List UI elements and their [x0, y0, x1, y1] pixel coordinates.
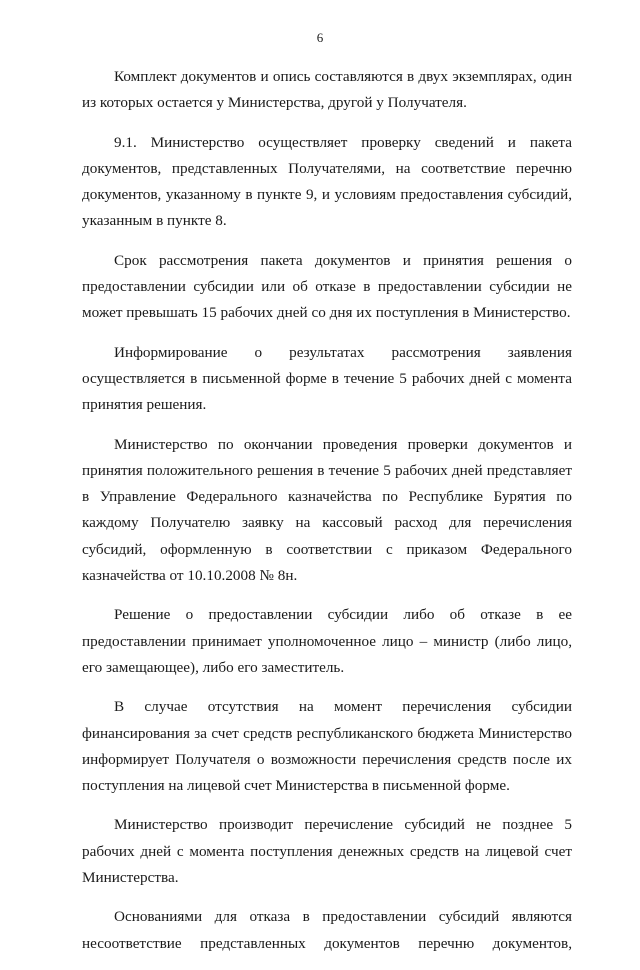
page-number: 6 — [316, 30, 324, 45]
paragraph-copies: Комплект документов и опись составляются в двух экземплярах, один из которых остается у Министерства, другой у Получателя. — [82, 68, 572, 112]
document-body — [82, 64, 572, 970]
paragraph-notification: Информирование о результатах рассмотрения заявления осуществляется в письменной форме в течение 5 рабочих дней с момента принятия решения. — [82, 343, 572, 414]
paragraph-review-period: Срок рассмотрения пакета документов и принятия решения о предоставлении субсидии или об отказе в предоставлении субсидии не может превышать 15 рабочих дней со дня их поступления в Министерство. — [82, 251, 572, 322]
paragraph-refusal-grounds: Основаниями для отказа в предоставлении субсидий являются несоответствие представленных документов перечню документов, — [82, 908, 572, 952]
paragraph-decision-authority: Решение о предоставлении субсидии либо об отказе в ее предоставлении принимает уполномоченное лицо – министр (либо лицо, его замещающее), либо его заместитель. — [82, 606, 572, 676]
paragraph-treasury-request: Министерство по окончании проведения проверки документов и принятия положительного решения в течение 5 рабочих дней представляет в Управление Федерального казначейства по Республике Бурятия по каждому Получателю заявку на кассовый расход для перечисления субсидий, оформленную в соответствии с приказом Федерального казначейства от 10.10.2008 № 8н. — [82, 435, 572, 585]
paragraph-funding-absence: В случае отсутствия на момент перечисления субсидии финансирования за счет средств республиканского бюджета Министерство информирует Получателя о возможности перечисления средств после их поступления на лицевой счет Министерства в письменной форме. — [82, 698, 572, 795]
paragraph-transfer-deadline: Министерство производит перечисление субсидий не позднее 5 рабочих дней с момента поступления денежных средств на лицевой счет Министерства. — [82, 816, 572, 887]
paragraph-9-1-verification: 9.1. Министерство осуществляет проверку сведений и пакета документов, представленных Получателями, на соответствие перечню документов, указанному в пункте 9, и условиям предоставления субсидий, указанным в пункте 8. — [82, 133, 572, 230]
